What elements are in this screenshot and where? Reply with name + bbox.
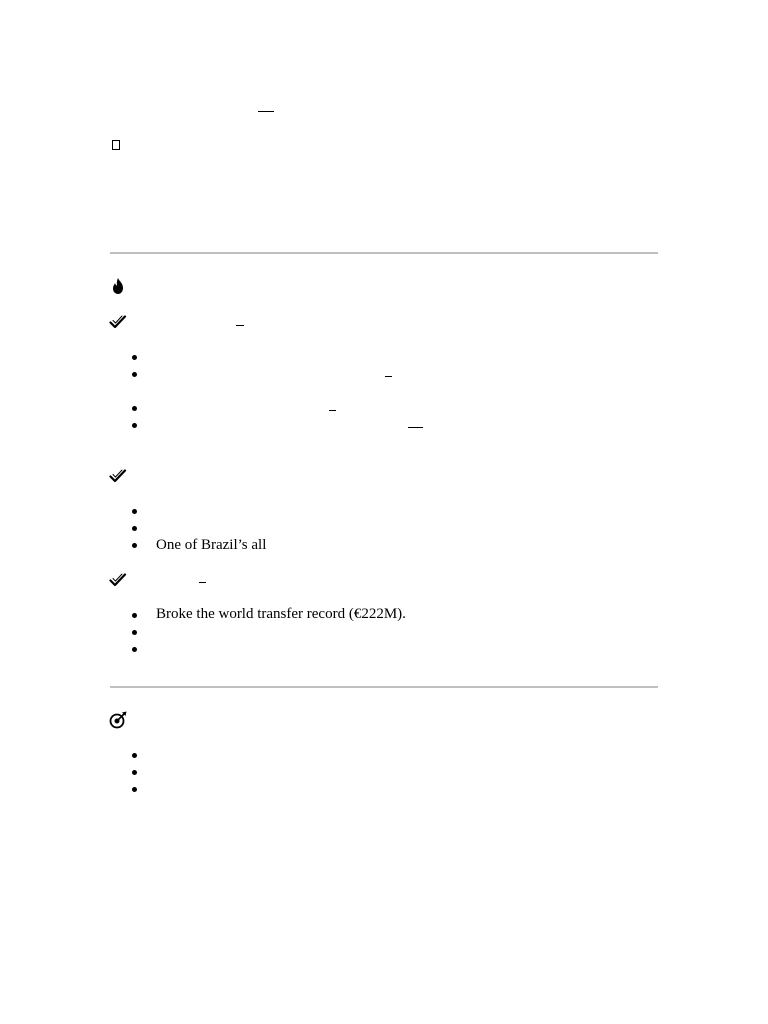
en-dash <box>385 376 392 377</box>
list-bullet <box>132 647 137 652</box>
list-bullet <box>132 423 137 428</box>
check-icon <box>109 572 127 590</box>
check-icon <box>109 468 127 486</box>
list-bullet <box>132 770 137 775</box>
list-bullet <box>132 543 137 548</box>
list-bullet <box>132 787 137 792</box>
en-dash <box>236 325 244 326</box>
list-bullet <box>132 630 137 635</box>
horizontal-divider <box>110 252 658 254</box>
en-dash <box>199 582 206 583</box>
en-dash <box>329 410 336 411</box>
list-item-text: Broke the world transfer record (€222M). <box>156 606 406 622</box>
check-icon <box>109 314 127 332</box>
list-bullet <box>132 372 137 377</box>
missing-glyph-icon <box>112 140 120 150</box>
list-bullet <box>132 753 137 758</box>
fire-icon <box>110 277 128 295</box>
list-bullet <box>132 613 137 618</box>
horizontal-divider <box>110 686 658 688</box>
list-bullet <box>132 406 137 411</box>
list-bullet <box>132 509 137 514</box>
list-bullet <box>132 526 137 531</box>
target-icon <box>109 711 127 729</box>
list-bullet <box>132 355 137 360</box>
em-dash <box>408 427 423 428</box>
em-dash <box>258 111 274 112</box>
list-item-text: One of Brazil’s all <box>156 537 267 553</box>
